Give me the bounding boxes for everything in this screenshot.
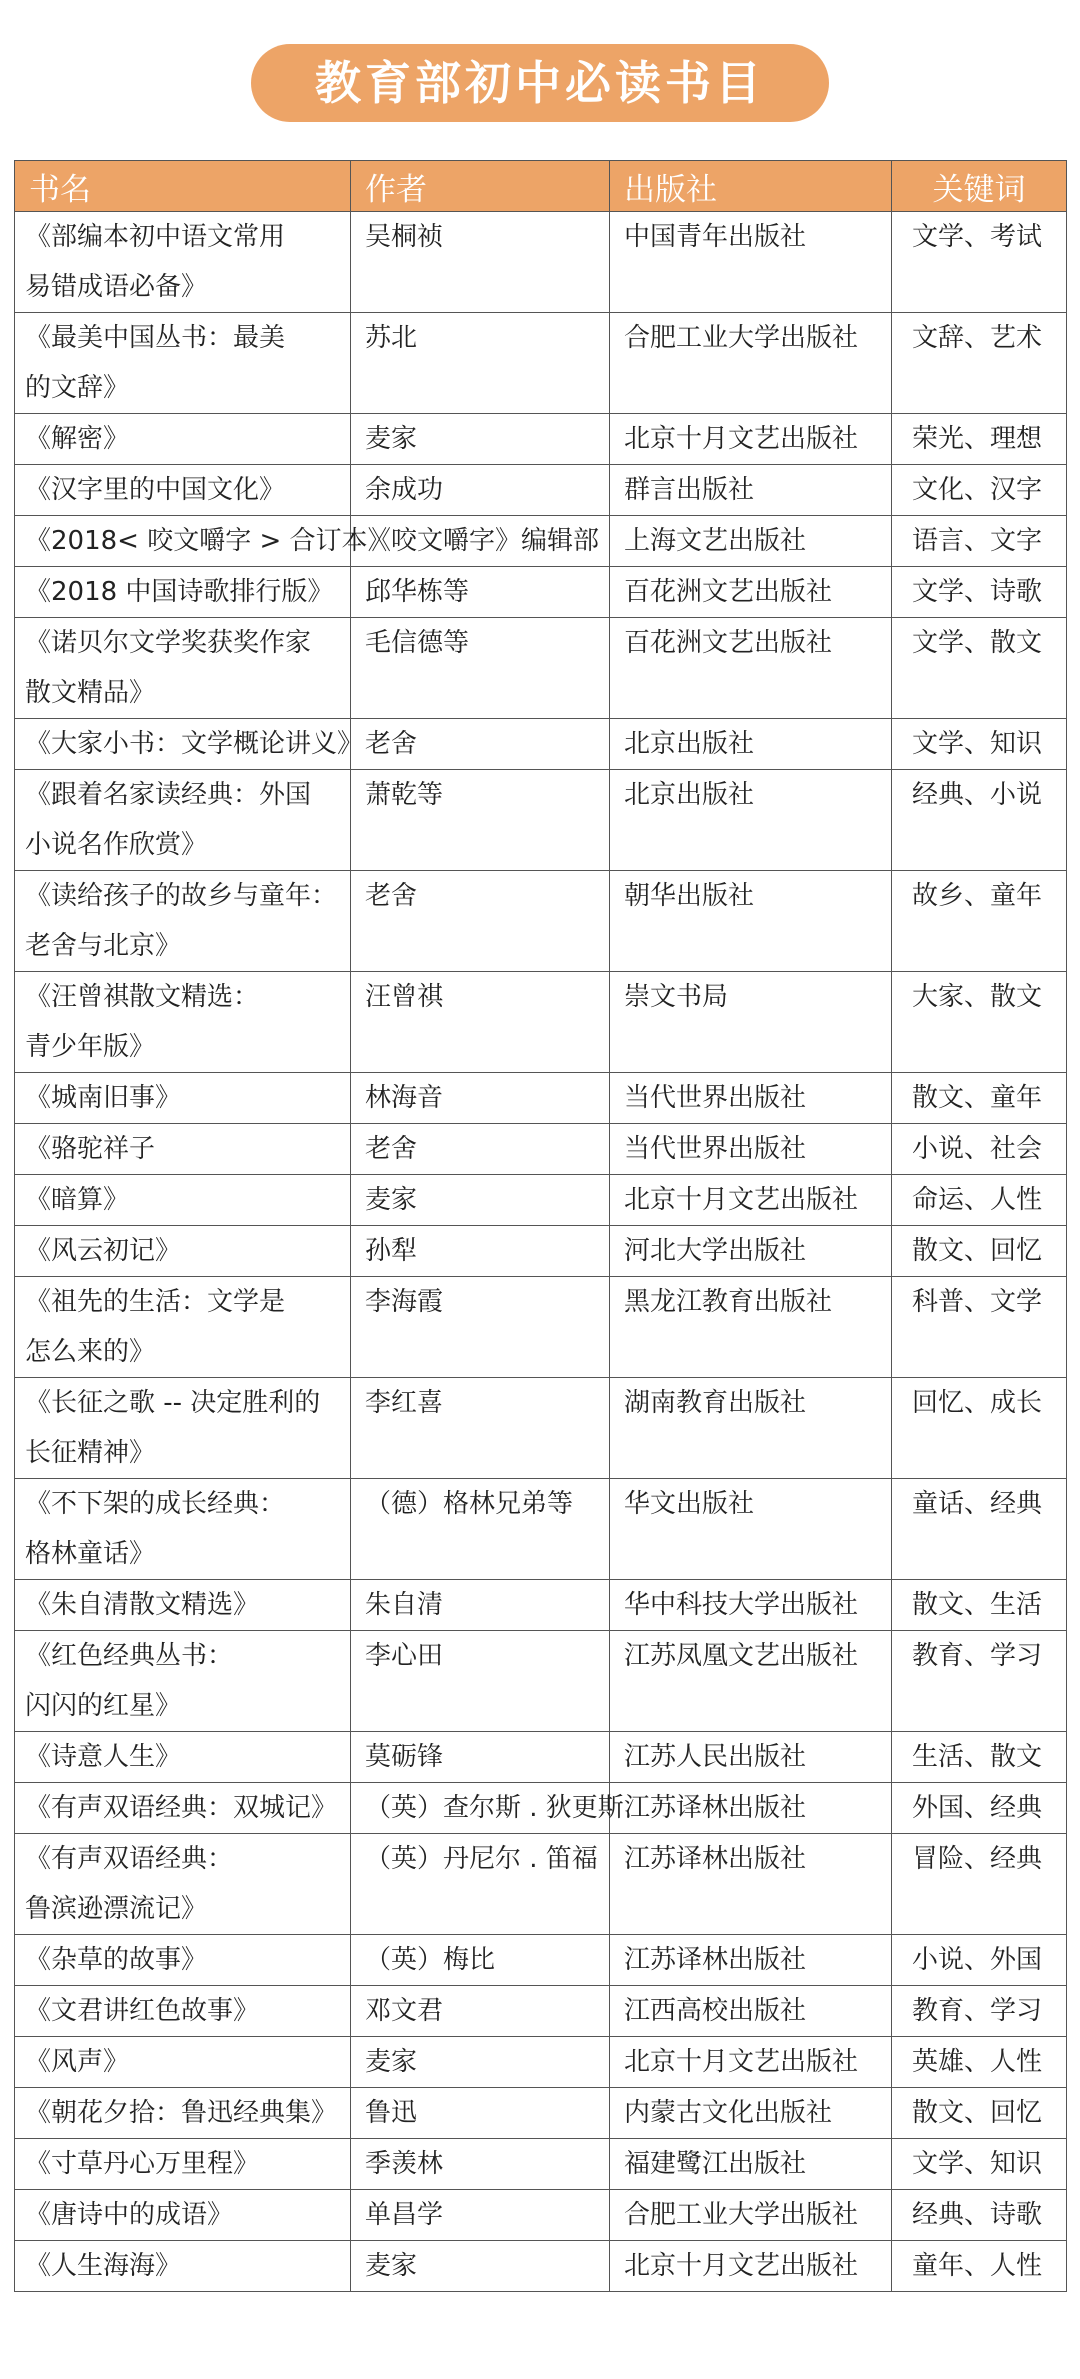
author-cell: 季羡林 <box>351 2139 610 2190</box>
book-title-line: 《汪曾祺散文精选： <box>25 982 260 1012</box>
publisher-cell: 江苏凤凰文艺出版社 <box>610 1631 892 1732</box>
book-title-line: 《诺贝尔文学奖获奖作家 <box>25 628 312 658</box>
table-row <box>15 1580 1067 1631</box>
book-title-cell <box>15 1277 351 1378</box>
author-cell: 老舍 <box>351 871 610 972</box>
keywords-cell: 外国、经典 <box>892 1783 1067 1834</box>
table-row <box>15 1783 1067 1834</box>
book-title-line: 怎么来的》 <box>25 1337 156 1367</box>
book-title-line: 《诗意人生》 <box>25 1742 182 1772</box>
keywords-cell: 散文、回忆 <box>892 1226 1067 1277</box>
book-title-cell <box>15 313 351 414</box>
publisher-cell: 江西高校出版社 <box>610 1986 892 2037</box>
publisher-cell: 江苏译林出版社 <box>610 1935 892 1986</box>
author-cell: 余成功 <box>351 465 610 516</box>
book-title-cell <box>15 465 351 516</box>
book-title-cell <box>15 972 351 1073</box>
author-cell: 麦家 <box>351 414 610 465</box>
book-title-cell <box>15 212 351 313</box>
book-title-cell <box>15 2088 351 2139</box>
book-title-line: 小说名作欣赏》 <box>25 830 208 860</box>
book-title-line: 《祖先的生活：文学是 <box>25 1287 286 1317</box>
book-title-line: 的文辞》 <box>25 373 130 403</box>
book-title-line: 《读给孩子的故乡与童年： <box>25 881 338 911</box>
publisher-cell: 百花洲文艺出版社 <box>610 567 892 618</box>
keywords-cell: 小说、外国 <box>892 1935 1067 1986</box>
author-cell: 麦家 <box>351 2037 610 2088</box>
keywords-cell: 童年、人性 <box>892 2241 1067 2292</box>
book-title-line: 《人生海海》 <box>25 2251 182 2281</box>
book-title-line: 《骆驼祥子 <box>25 1134 156 1164</box>
book-title-line: 《风云初记》 <box>25 1236 182 1266</box>
book-title-cell <box>15 1986 351 2037</box>
table-row <box>15 1226 1067 1277</box>
publisher-cell: 河北大学出版社 <box>610 1226 892 1277</box>
author-cell: 李心田 <box>351 1631 610 1732</box>
publisher-cell: 北京十月文艺出版社 <box>610 2037 892 2088</box>
keywords-cell: 文辞、艺术 <box>892 313 1067 414</box>
author-cell: 老舍 <box>351 719 610 770</box>
book-title-cell <box>15 1175 351 1226</box>
keywords-cell: 经典、诗歌 <box>892 2190 1067 2241</box>
table-row <box>15 2088 1067 2139</box>
table-row <box>15 1124 1067 1175</box>
book-title-line: 《2018 中国诗歌排行版》 <box>25 577 334 607</box>
book-title-line: 《杂草的故事》 <box>25 1945 208 1975</box>
table-body <box>15 212 1067 2292</box>
title-bar <box>0 44 1080 122</box>
book-title-cell <box>15 1783 351 1834</box>
book-title-line: 《大家小书：文学概论讲义》 <box>25 729 364 759</box>
book-title-cell <box>15 1935 351 1986</box>
author-cell: （英）查尔斯 . 狄更斯 <box>351 1783 610 1834</box>
author-cell: 《咬文嚼字》编辑部 <box>351 516 610 567</box>
book-title-line: 《朝花夕拾：鲁迅经典集》 <box>25 2098 338 2128</box>
book-title-cell <box>15 1732 351 1783</box>
keywords-cell: 故乡、童年 <box>892 871 1067 972</box>
table-row <box>15 516 1067 567</box>
publisher-cell: 合肥工业大学出版社 <box>610 313 892 414</box>
keywords-cell: 文学、知识 <box>892 719 1067 770</box>
book-title-line: 《城南旧事》 <box>25 1083 182 1113</box>
keywords-cell: 生活、散文 <box>892 1732 1067 1783</box>
book-title-line: 《汉字里的中国文化》 <box>25 475 286 505</box>
author-cell: 鲁迅 <box>351 2088 610 2139</box>
book-title-line: 《寸草丹心万里程》 <box>25 2149 260 2179</box>
author-cell: （英）丹尼尔 . 笛福 <box>351 1834 610 1935</box>
keywords-cell: 文学、散文 <box>892 618 1067 719</box>
table-row <box>15 1834 1067 1935</box>
book-title-line: 《有声双语经典： <box>25 1844 234 1874</box>
keywords-cell: 冒险、经典 <box>892 1834 1067 1935</box>
book-title-line: 《朱自清散文精选》 <box>25 1590 260 1620</box>
book-title-line: 格林童话》 <box>25 1539 156 1569</box>
keywords-cell: 散文、回忆 <box>892 2088 1067 2139</box>
author-cell: 孙犁 <box>351 1226 610 1277</box>
book-title-line: 《2018< 咬文嚼字 > 合订本》 <box>25 526 394 556</box>
book-title-cell <box>15 1073 351 1124</box>
publisher-cell: 湖南教育出版社 <box>610 1378 892 1479</box>
author-cell: 单昌学 <box>351 2190 610 2241</box>
publisher-cell: 北京十月文艺出版社 <box>610 414 892 465</box>
book-title-cell <box>15 2241 351 2292</box>
publisher-cell: 上海文艺出版社 <box>610 516 892 567</box>
keywords-cell: 回忆、成长 <box>892 1378 1067 1479</box>
author-cell: 林海音 <box>351 1073 610 1124</box>
author-cell: 李红喜 <box>351 1378 610 1479</box>
book-title-line: 散文精品》 <box>25 678 156 708</box>
book-title-cell <box>15 414 351 465</box>
keywords-cell: 教育、学习 <box>892 1986 1067 2037</box>
book-title-cell <box>15 1631 351 1732</box>
table-row <box>15 2190 1067 2241</box>
publisher-cell: 当代世界出版社 <box>610 1124 892 1175</box>
book-title-cell <box>15 770 351 871</box>
keywords-cell: 文学、诗歌 <box>892 567 1067 618</box>
publisher-cell: 华文出版社 <box>610 1479 892 1580</box>
book-title-cell <box>15 1580 351 1631</box>
book-title-line: 闪闪的红星》 <box>25 1691 182 1721</box>
keywords-cell: 大家、散文 <box>892 972 1067 1073</box>
publisher-cell: 当代世界出版社 <box>610 1073 892 1124</box>
author-cell: 邓文君 <box>351 1986 610 2037</box>
book-title-line: 老舍与北京》 <box>25 931 182 961</box>
keywords-cell: 英雄、人性 <box>892 2037 1067 2088</box>
book-title-cell <box>15 516 394 567</box>
table-row <box>15 1378 1067 1479</box>
author-cell: 吴桐祯 <box>351 212 610 313</box>
table-row <box>15 465 1067 516</box>
publisher-cell: 黑龙江教育出版社 <box>610 1277 892 1378</box>
book-title-cell <box>15 1834 351 1935</box>
author-cell: 麦家 <box>351 2241 610 2292</box>
publisher-cell: 华中科技大学出版社 <box>610 1580 892 1631</box>
publisher-cell: 北京出版社 <box>610 719 892 770</box>
book-title-line: 《暗算》 <box>25 1185 130 1215</box>
keywords-cell: 童话、经典 <box>892 1479 1067 1580</box>
book-title-line: 《最美中国丛书：最美 <box>25 323 286 353</box>
keywords-cell: 文化、汉字 <box>892 465 1067 516</box>
book-title-cell <box>15 871 351 972</box>
keywords-cell: 散文、童年 <box>892 1073 1067 1124</box>
table-row <box>15 1935 1067 1986</box>
keywords-cell: 教育、学习 <box>892 1631 1067 1732</box>
table-row <box>15 618 1067 719</box>
table-row <box>15 1631 1067 1732</box>
book-title-cell <box>15 1479 351 1580</box>
table-row <box>15 972 1067 1073</box>
author-cell: 李海霞 <box>351 1277 610 1378</box>
publisher-cell: 中国青年出版社 <box>610 212 892 313</box>
keywords-cell: 散文、生活 <box>892 1580 1067 1631</box>
table-row <box>15 1073 1067 1124</box>
book-title-line: 易错成语必备》 <box>25 272 208 302</box>
table-row <box>15 2241 1067 2292</box>
author-cell: 萧乾等 <box>351 770 610 871</box>
publisher-cell: 内蒙古文化出版社 <box>610 2088 892 2139</box>
publisher-cell: 百花洲文艺出版社 <box>610 618 892 719</box>
page-title: 教育部初中必读书目 <box>251 44 829 122</box>
table-row <box>15 313 1067 414</box>
keywords-cell: 文学、考试 <box>892 212 1067 313</box>
book-title-cell <box>15 2139 351 2190</box>
book-title-line: 《跟着名家读经典：外国 <box>25 780 312 810</box>
table-row <box>15 1732 1067 1783</box>
header-author: 作者 <box>351 161 610 212</box>
table-row <box>15 2139 1067 2190</box>
keywords-cell: 荣光、理想 <box>892 414 1067 465</box>
book-title-line: 《唐诗中的成语》 <box>25 2200 234 2230</box>
table-row <box>15 1175 1067 1226</box>
keywords-cell: 科普、文学 <box>892 1277 1067 1378</box>
keywords-cell: 语言、文字 <box>892 516 1067 567</box>
author-cell: （德）格林兄弟等 <box>351 1479 610 1580</box>
author-cell: （英）梅比 <box>351 1935 610 1986</box>
header-keywords: 关键词 <box>892 161 1067 212</box>
header-book-name: 书名 <box>15 161 351 212</box>
publisher-cell: 福建鹭江出版社 <box>610 2139 892 2190</box>
keywords-cell: 经典、小说 <box>892 770 1067 871</box>
book-title-line: 《有声双语经典：双城记》 <box>25 1793 338 1823</box>
table-row <box>15 1479 1067 1580</box>
publisher-cell: 江苏译林出版社 <box>610 1834 892 1935</box>
book-title-cell <box>15 567 351 618</box>
book-title-line: 《长征之歌 -- 决定胜利的 <box>25 1388 321 1418</box>
publisher-cell: 北京出版社 <box>610 770 892 871</box>
book-title-cell <box>15 2190 351 2241</box>
table-row <box>15 567 1067 618</box>
publisher-cell: 江苏人民出版社 <box>610 1732 892 1783</box>
table-row <box>15 719 1067 770</box>
book-title-cell <box>15 1378 351 1479</box>
publisher-cell: 朝华出版社 <box>610 871 892 972</box>
author-cell: 老舍 <box>351 1124 610 1175</box>
book-title-cell <box>15 2037 351 2088</box>
publisher-cell: 合肥工业大学出版社 <box>610 2190 892 2241</box>
book-title-line: 《风声》 <box>25 2047 130 2077</box>
book-title-line: 鲁滨逊漂流记》 <box>25 1894 208 1924</box>
book-title-cell <box>15 618 351 719</box>
book-title-line: 长征精神》 <box>25 1438 156 1468</box>
book-title-cell <box>15 719 364 770</box>
book-title-line: 《文君讲红色故事》 <box>25 1996 260 2026</box>
author-cell: 邱华栋等 <box>351 567 610 618</box>
author-cell: 毛信德等 <box>351 618 610 719</box>
book-title-line: 《解密》 <box>25 424 130 454</box>
keywords-cell: 命运、人性 <box>892 1175 1067 1226</box>
table-row <box>15 2037 1067 2088</box>
keywords-cell: 小说、社会 <box>892 1124 1067 1175</box>
header-publisher: 出版社 <box>610 161 892 212</box>
keywords-cell: 文学、知识 <box>892 2139 1067 2190</box>
table-row <box>15 871 1067 972</box>
author-cell: 朱自清 <box>351 1580 610 1631</box>
table-row <box>15 1986 1067 2037</box>
book-title-line: 青少年版》 <box>25 1032 156 1062</box>
table-row <box>15 1277 1067 1378</box>
publisher-cell: 北京十月文艺出版社 <box>610 1175 892 1226</box>
book-title-line: 《不下架的成长经典： <box>25 1489 286 1519</box>
book-title-cell <box>15 1124 351 1175</box>
publisher-cell: 群言出版社 <box>610 465 892 516</box>
book-list-table <box>14 160 1067 2292</box>
author-cell: 苏北 <box>351 313 610 414</box>
author-cell: 汪曾祺 <box>351 972 610 1073</box>
publisher-cell: 崇文书局 <box>610 972 892 1073</box>
table-row <box>15 414 1067 465</box>
table-header-row <box>15 161 1067 212</box>
table-row <box>15 212 1067 313</box>
publisher-cell: 北京十月文艺出版社 <box>610 2241 892 2292</box>
table-row <box>15 770 1067 871</box>
publisher-cell: 江苏译林出版社 <box>610 1783 892 1834</box>
book-title-line: 《红色经典丛书： <box>25 1641 234 1671</box>
author-cell: 麦家 <box>351 1175 610 1226</box>
author-cell: 莫砺锋 <box>351 1732 610 1783</box>
book-title-line: 《部编本初中语文常用 <box>25 222 286 252</box>
book-title-cell <box>15 1226 351 1277</box>
